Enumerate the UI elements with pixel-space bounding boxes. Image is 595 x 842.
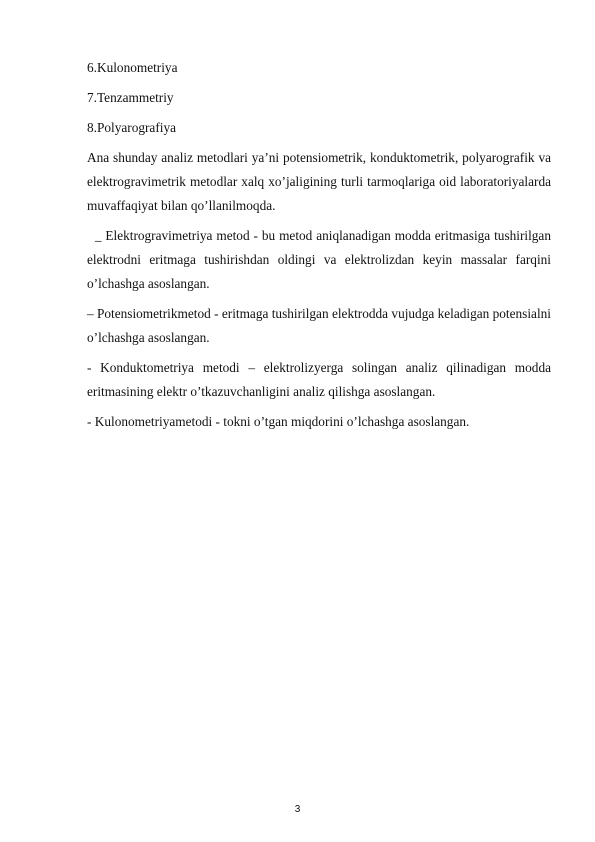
paragraph-potentiometry: – Potensiometrikmetod - eritmaga tushirilgan elektrodda vujudga keladigan potensialni o’lchashga asoslangan.	[87, 306, 551, 345]
paragraph-electrogravimetry: _ Elektrogravimetriya metod - bu metod aniqlanadigan modda eritmasiga tushirilgan elektrodni eritmaga tushirishdan oldingi va elektrolizdan keyin massalar farqini o’lchashga asoslangan.	[87, 228, 555, 291]
list-item-polyarografiya: 8.Polyarografiya	[87, 120, 176, 135]
list-item-tenzammetriy: 7.Tenzammetriy	[87, 90, 174, 105]
paragraph-analysis-methods: Ana shunday analiz metodlari ya’ni potensiometrik, konduktometrik, polyarografik va elektrogravimetrik metodlar xalq xo’jaligining turli tarmoqlariga oid laboratoriyalarda muvaffaqiyat bilan qo’llanilmoqda.	[87, 150, 551, 213]
page-number: 3	[294, 804, 301, 815]
paragraph-coulometry: - Kulonometriyametodi - tokni o’tgan miqdorini o’lchashga asoslangan.	[87, 414, 470, 429]
page-content	[87, 56, 555, 440]
list-item-kulonometriya: 6.Kulonometriya	[87, 60, 178, 75]
paragraph-conductometry: - Konduktometriya metodi – elektrolizyerga solingan analiz qilinadigan modda eritmasining elektr o’tkazuvchanligini analiz qilishga asoslangan.	[87, 360, 551, 399]
